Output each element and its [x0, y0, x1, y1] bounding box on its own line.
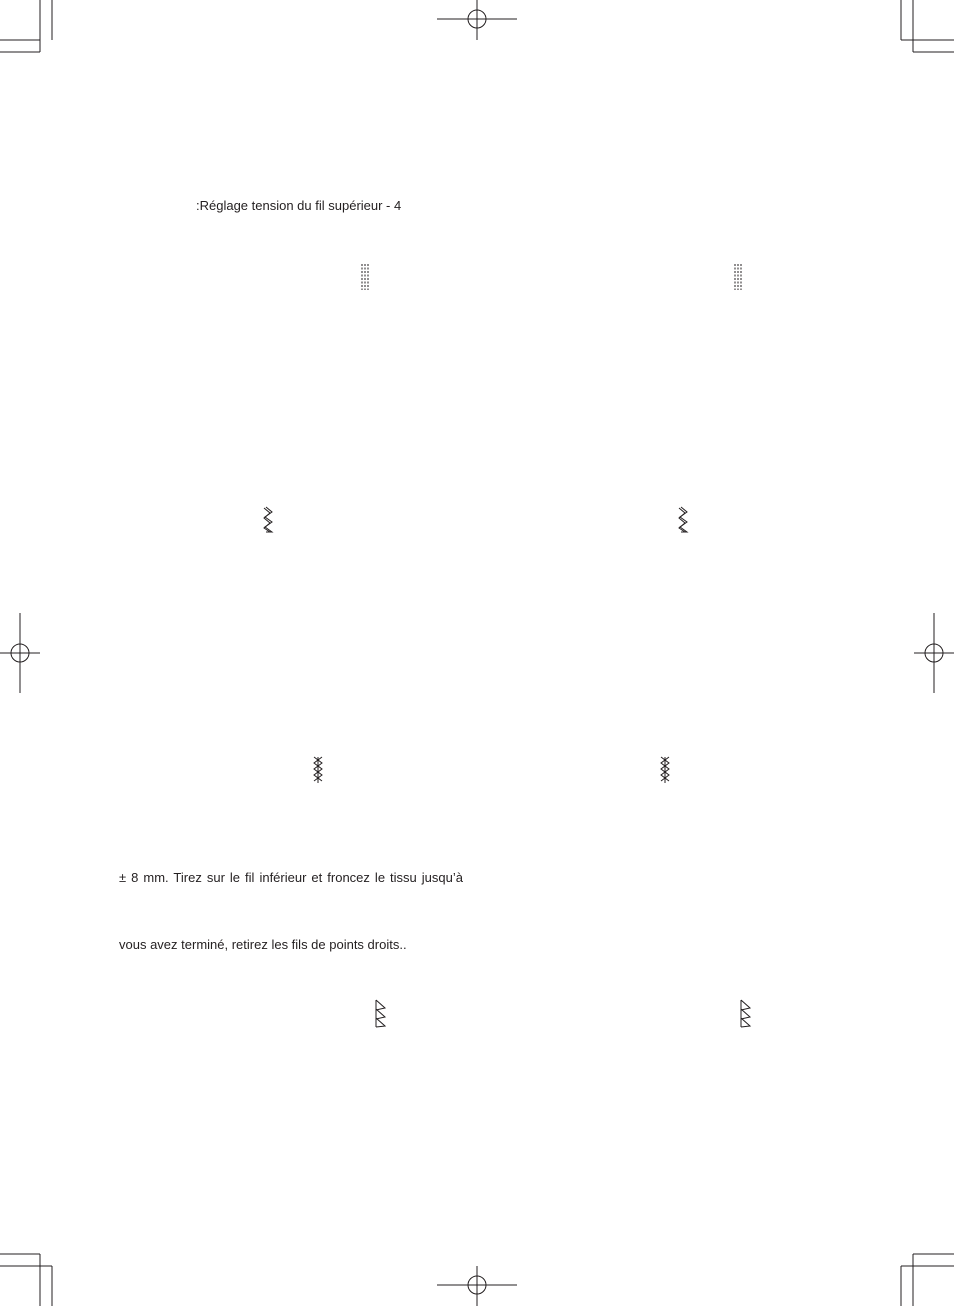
gathering-instruction-text: ± 8 mm. Tirez sur le fil inférieur et froncez le tissu jusqu’à	[119, 870, 463, 885]
finish-instruction-text: vous avez terminé, retirez les fils de points droits..	[119, 937, 407, 952]
zigzag-stitch-icon	[264, 507, 272, 532]
honeycomb-stitch-icon	[314, 757, 322, 783]
straight-stitch-icon	[735, 264, 741, 290]
triangle-stitch-icon	[376, 1000, 385, 1027]
straight-stitch-icon	[362, 264, 368, 290]
thread-tension-caption: :Réglage tension du fil supérieur - 4	[196, 198, 402, 213]
honeycomb-stitch-icon	[661, 757, 669, 783]
zigzag-stitch-icon	[679, 507, 687, 532]
triangle-stitch-icon	[741, 1000, 750, 1027]
